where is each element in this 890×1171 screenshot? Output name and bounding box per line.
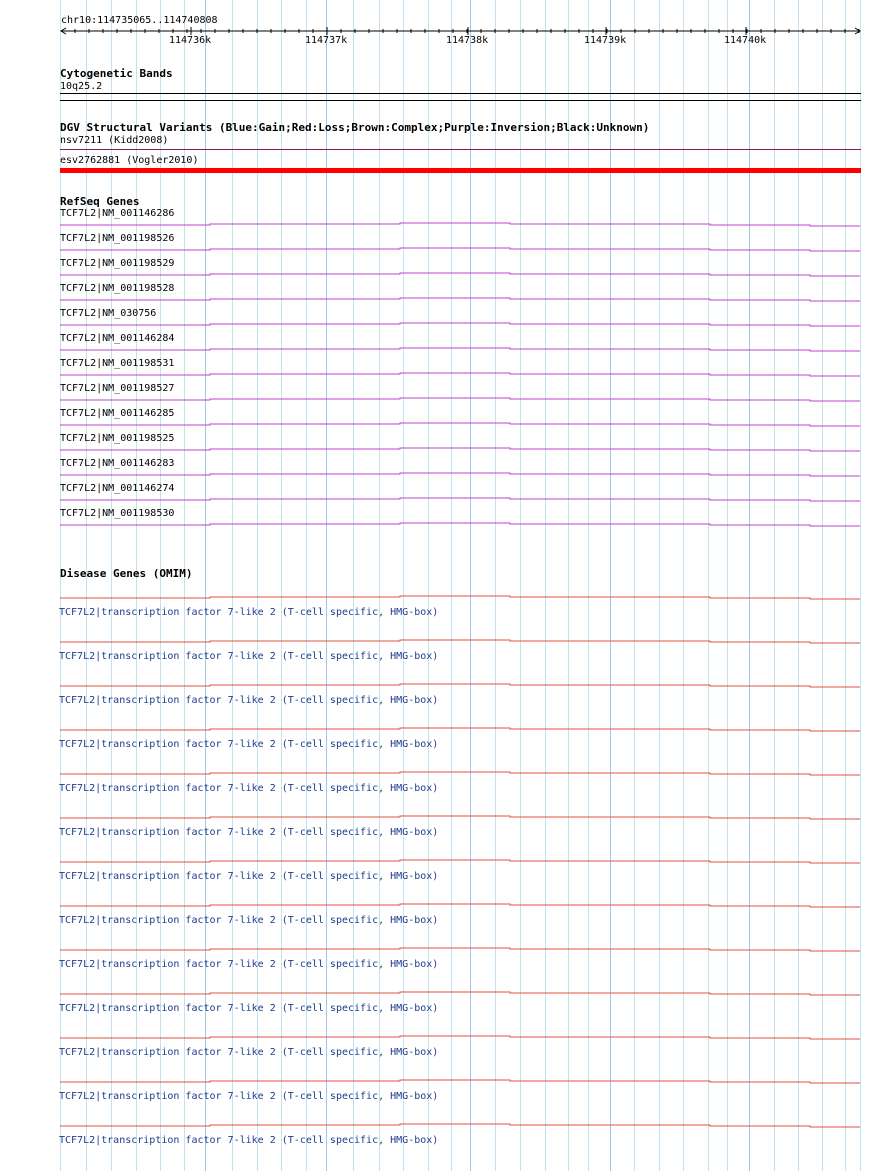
refseq-gene-label[interactable]: TCF7L2|NM_001198530 <box>60 508 175 519</box>
refseq-gene-label[interactable]: TCF7L2|NM_001198528 <box>60 283 175 294</box>
location-label: chr10:114735065..114740808 <box>61 15 218 26</box>
dgv-track-title[interactable]: DGV Structural Variants (Blue:Gain;Red:Loss;Brown:Complex;Purple:Inversion;Black:Unknown) <box>60 121 650 134</box>
ruler-tick-label: 114739k <box>584 35 627 46</box>
omim-gene-label[interactable]: TCF7L2|transcription factor 7-like 2 (T-cell specific, HMG-box) <box>59 695 439 706</box>
omim-gene-label[interactable]: TCF7L2|transcription factor 7-like 2 (T-cell specific, HMG-box) <box>59 871 439 882</box>
ruler-tick-label: 114738k <box>446 35 489 46</box>
omim-gene-label[interactable]: TCF7L2|transcription factor 7-like 2 (T-cell specific, HMG-box) <box>59 1003 439 1014</box>
ruler-tick-label: 114740k <box>724 35 767 46</box>
cytoband-label[interactable]: 10q25.2 <box>60 81 103 92</box>
refseq-gene-label[interactable]: TCF7L2|NM_030756 <box>60 308 157 319</box>
refseq-gene-label[interactable]: TCF7L2|NM_001146274 <box>60 483 175 494</box>
refseq-gene-label[interactable]: TCF7L2|NM_001146286 <box>60 208 175 219</box>
refseq-gene-label[interactable]: TCF7L2|NM_001198529 <box>60 258 175 269</box>
refseq-gene-label[interactable]: TCF7L2|NM_001146284 <box>60 333 175 344</box>
refseq-gene-label[interactable]: TCF7L2|NM_001198527 <box>60 383 175 394</box>
omim-gene-label[interactable]: TCF7L2|transcription factor 7-like 2 (T-cell specific, HMG-box) <box>59 607 439 618</box>
dgv-variant-label[interactable]: nsv7211 (Kidd2008) <box>60 135 169 146</box>
omim-gene-label[interactable]: TCF7L2|transcription factor 7-like 2 (T-cell specific, HMG-box) <box>59 1135 439 1146</box>
refseq-gene-label[interactable]: TCF7L2|NM_001146285 <box>60 408 175 419</box>
ruler-tick-label: 114737k <box>305 35 348 46</box>
ruler-tick-label: 114736k <box>169 35 212 46</box>
omim-gene-label[interactable]: TCF7L2|transcription factor 7-like 2 (T-cell specific, HMG-box) <box>59 739 439 750</box>
refseq-gene-label[interactable]: TCF7L2|NM_001198525 <box>60 433 175 444</box>
omim-gene-label[interactable]: TCF7L2|transcription factor 7-like 2 (T-cell specific, HMG-box) <box>59 827 439 838</box>
omim-track-title[interactable]: Disease Genes (OMIM) <box>60 567 193 580</box>
refseq-gene-label[interactable]: TCF7L2|NM_001146283 <box>60 458 175 469</box>
omim-gene-label[interactable]: TCF7L2|transcription factor 7-like 2 (T-cell specific, HMG-box) <box>59 651 439 662</box>
refseq-track-title[interactable]: RefSeq Genes <box>60 195 140 208</box>
omim-gene-label[interactable]: TCF7L2|transcription factor 7-like 2 (T-cell specific, HMG-box) <box>59 959 439 970</box>
omim-gene-label[interactable]: TCF7L2|transcription factor 7-like 2 (T-cell specific, HMG-box) <box>59 1091 439 1102</box>
omim-gene-label[interactable]: TCF7L2|transcription factor 7-like 2 (T-cell specific, HMG-box) <box>59 1047 439 1058</box>
omim-gene-label[interactable]: TCF7L2|transcription factor 7-like 2 (T-cell specific, HMG-box) <box>59 783 439 794</box>
refseq-gene-label[interactable]: TCF7L2|NM_001198531 <box>60 358 175 369</box>
refseq-gene-label[interactable]: TCF7L2|NM_001198526 <box>60 233 175 244</box>
dgv-variant-label[interactable]: esv2762881 (Vogler2010) <box>60 155 199 166</box>
cytoband-track-title[interactable]: Cytogenetic Bands <box>60 67 173 80</box>
omim-gene-label[interactable]: TCF7L2|transcription factor 7-like 2 (T-cell specific, HMG-box) <box>59 915 439 926</box>
